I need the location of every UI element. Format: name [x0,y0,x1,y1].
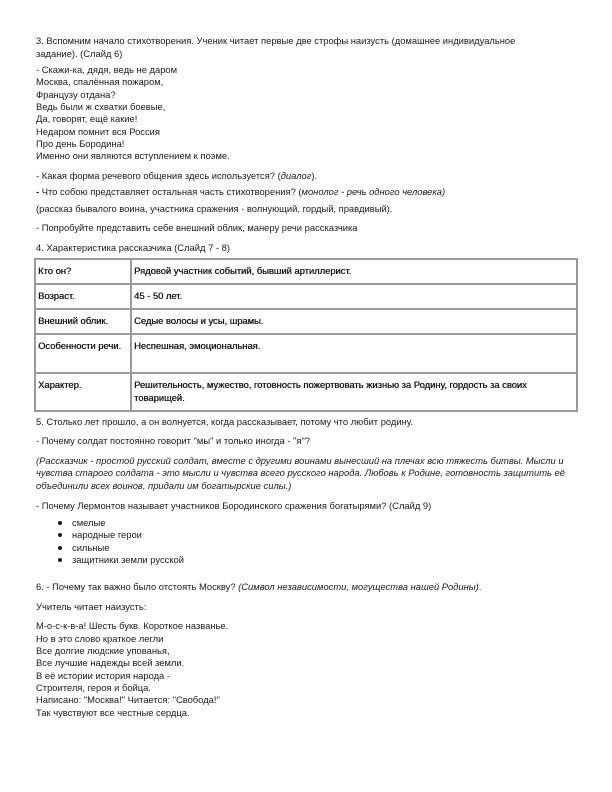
question-heroes: - Почему Лермонтов называет участников Бородинского сражения богатырями? (Слайд 9) [36,499,432,511]
list-item: смелые [72,517,576,529]
table-row [36,374,576,410]
answer-we: (Рассказчик - простой русский солдат, вместе с другими воинами вынесший на плечах всю тяжесть битвы. Мысли и чувства старого солдата - это мысли и чувства всего русского народа. Любовь к Родине, готовность защитить её объединили всех воинов, придали им богатырские силы.) [36,454,565,491]
question-we: - Почему солдат постоянно говорит "мы" и только иногда - "я"? [36,435,311,447]
table-row [36,310,576,333]
poem-line: В её истории история народа - [36,669,170,681]
table-value: 45 - 50 лет. [132,285,576,308]
teacher-reads: Учитель читает наизусть: [36,600,147,612]
poem-line: Москва, спалённая пожаром, [36,76,164,88]
item3-line2: задание). (Слайд 6) [36,47,123,59]
table-row [36,335,576,372]
poem-line: Ведь были ж схватки боевые, [36,101,166,113]
poem-line: - Скажи-ка, дядя, ведь не даром [36,64,178,76]
list-item: народные герои [72,529,576,541]
poem-moscow [36,620,576,718]
table-key: Кто он? [36,260,130,283]
table-row [36,285,576,308]
table-value: Решительность, мужество, готовность пожертвовать жизнью за Родину, гордость за своих товарищей. [132,374,576,410]
question-speech-form: - Какая форма речевого общения здесь используется? (диалог). [36,169,318,181]
item4-heading: 4. Характеристика рассказчика (Слайд 7 - 8) [36,241,230,253]
answer-dialog: диалог [280,169,312,181]
table-key: Особенности речи. [36,335,130,372]
list-item: защитники земли русской [72,554,576,566]
poem-line: Да, говорят, ещё какие! [36,113,138,125]
table-key: Внешний облик. [36,310,130,333]
poem-line: Но в это слово краткое легли [36,632,164,644]
poem-line: Все долгие людские упованья, [36,645,170,657]
table-key: Возраст. [36,285,130,308]
story-note: (рассказ бывалого воина, участника сражения - волнующий, гордый, правдивый). [36,202,393,214]
table-value: Рядовой участник событий, бывший артиллерист. [132,260,576,283]
poem-line: Про день Бородина! [36,137,125,149]
poem-line: Так чувствуют все честные сердца. [36,706,190,718]
poem-line: Французу отдана? [36,88,116,100]
poem-line: Именно они являются вступлением к поэме. [36,150,230,162]
poem-line: М-о-с-к-в-а! Шесть букв. Короткое названье. [36,620,229,632]
answer-moscow: (Символ независимости, могущества нашей Родины) [238,581,479,593]
document-page [36,35,576,719]
item6: 6. - Почему так важно было отстоять Москву? (Символ независимости, могущества нашей Родины). [36,581,482,593]
narrator-characteristics-table [34,258,578,412]
poem-line: Все лучшие надежды всей земли. [36,657,185,669]
imagine-prompt: - Попробуйте представить себе внешний облик, манеру речи рассказчика [36,222,358,234]
question-rest-of-poem: - Что собою представляет остальная часть стихотворения? (монолог - речь одного человека) [36,186,446,198]
poem-line: Написано: "Москва!" Читается: "Свобода!" [36,694,220,706]
heroes-list [36,517,576,566]
poem-intro [36,64,576,162]
table-key: Характер. [36,374,130,410]
poem-line: Строителя, героя и бойца. [36,681,151,693]
table-row [36,260,576,283]
item5: 5. Столько лет прошло, а он волнуется, когда рассказывает, потому что любит родину. [36,415,414,427]
item3-line1: 3. Вспомним начало стихотворения. Ученик читает первые две строфы наизусть (домашнее индивидуальное [36,35,516,46]
table-value: Седые волосы и усы, шрамы. [132,310,576,333]
table-value: Неспешная, эмоциональная. [132,335,576,372]
poem-line: Недаром помнит вся Россия [36,125,160,137]
list-item: сильные [72,542,576,554]
answer-monolog: монолог - речь одного человека) [301,186,446,198]
